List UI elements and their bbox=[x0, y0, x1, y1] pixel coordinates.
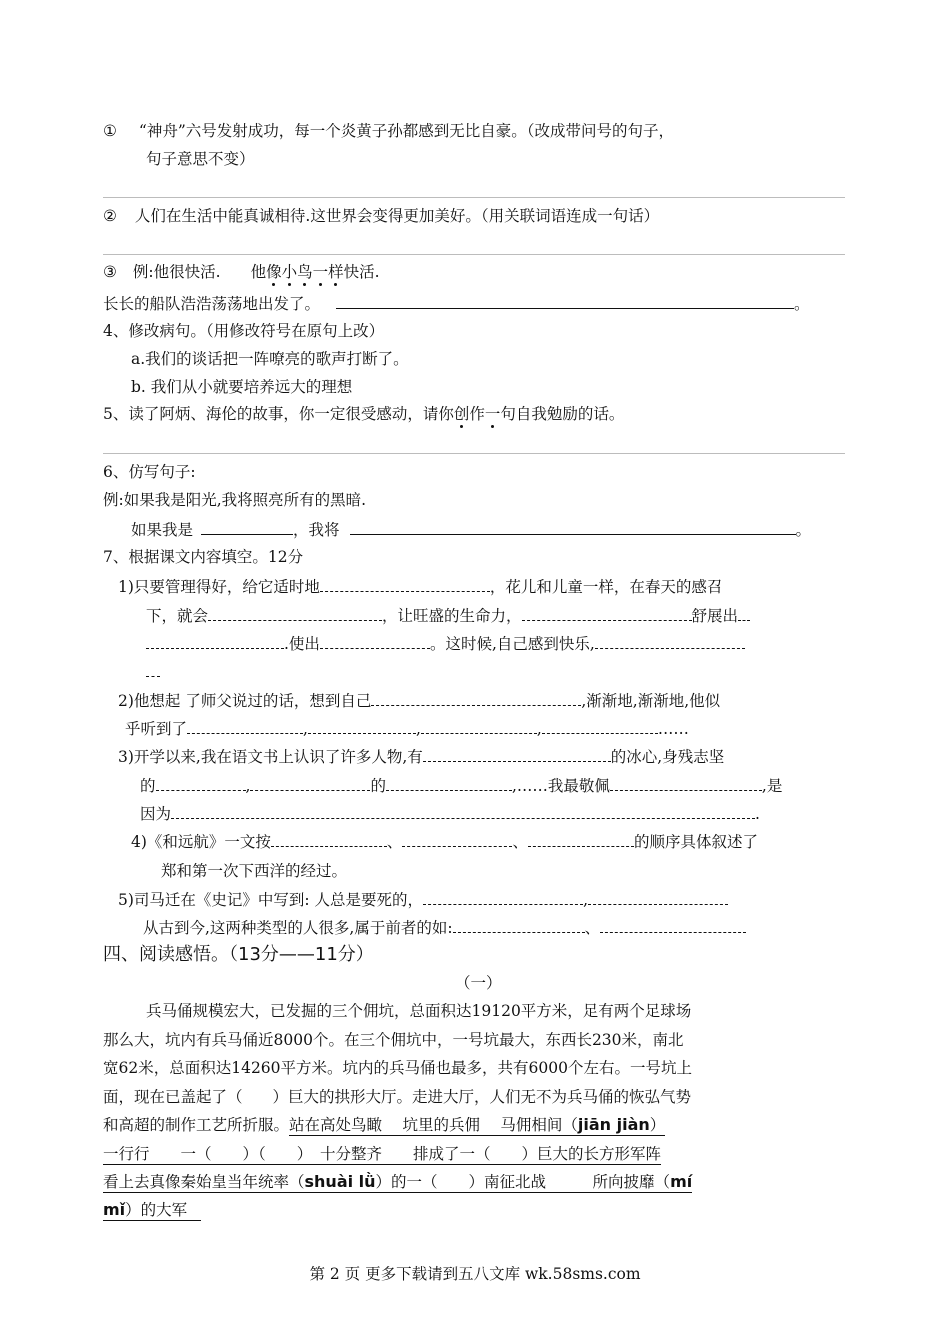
q7-part4-line2: 郑和第一次下西洋的经过。 bbox=[161, 862, 348, 880]
item-marker: ③ bbox=[103, 263, 117, 281]
q7-part2-line2: 乎听到了 , , , …… bbox=[125, 720, 689, 738]
pinyin-option[interactable]: mí bbox=[670, 1172, 693, 1191]
q5-title: 5、读了阿炳、海伦的故事，你一定很受感动，请你创作一句自我勉励的话。 bbox=[103, 405, 625, 423]
reading-paragraph-line bbox=[103, 1199, 201, 1221]
answer-line[interactable] bbox=[103, 197, 845, 198]
q4-title: 4、修改病句。（用修改符号在原句上改） bbox=[103, 322, 385, 340]
answer-blank[interactable] bbox=[201, 518, 293, 535]
q3-item1-continued: 句子意思不变） bbox=[146, 150, 255, 168]
fill-blank[interactable] bbox=[600, 918, 746, 933]
reading-paragraph-line: 宽62米，总面积达14260平方米。坑内的兵马俑也最多，共有6000个左右。一号坑上 bbox=[103, 1059, 692, 1077]
q6-example: 例:如果我是阳光,我将照亮所有的黑暗. bbox=[103, 491, 367, 509]
item-marker: ② bbox=[103, 207, 117, 225]
q7-part3-line2: 的 , 的 ,……我最敬佩 ,是 bbox=[140, 777, 783, 795]
reading-paragraph-line: 那么大，坑内有兵马俑近8000个。在三个佣坑中，一号坑最大，东西长230米，南北 bbox=[103, 1031, 684, 1049]
item-marker: ① bbox=[103, 122, 117, 140]
q7-part1-line2: 下，就会 ，让旺盛的生命力， 舒展出 bbox=[146, 605, 750, 627]
q3-item3: ③ 例:他很快活. 他像小鸟一样快活. bbox=[103, 263, 380, 281]
reading-paragraph-line: 兵马俑规模宏大，已发掘的三个佣坑，总面积达19120平方米，足有两个足球场 bbox=[146, 1002, 692, 1020]
fill-blank[interactable] bbox=[542, 719, 658, 734]
fill-blank[interactable] bbox=[187, 719, 303, 734]
fill-blank[interactable] bbox=[171, 804, 755, 819]
fill-blank[interactable] bbox=[588, 890, 728, 905]
fill-blank[interactable] bbox=[156, 776, 246, 791]
fill-blank[interactable] bbox=[522, 606, 692, 621]
pinyin-option[interactable]: mǐ bbox=[103, 1200, 126, 1219]
fill-blank[interactable] bbox=[271, 832, 387, 847]
q7-part3-line3: 因为 . bbox=[140, 805, 760, 823]
q7-part5-line2: 从古到今,这两种类型的人很多,属于前者的如: 、 bbox=[143, 917, 746, 939]
section-heading: 四、阅读感悟。（13分——11分） bbox=[103, 944, 374, 965]
underlined-passage: mǐ）的大军 bbox=[103, 1201, 201, 1221]
fill-blank[interactable] bbox=[610, 776, 762, 791]
answer-blank[interactable] bbox=[350, 518, 796, 535]
q3-item1-text: “神舟”六号发射成功，每一个炎黄子孙都感到无比自豪。（改成带问号的句子， bbox=[138, 122, 675, 140]
emphasis-dot-char: 像 bbox=[266, 263, 282, 281]
fill-blank[interactable] bbox=[320, 577, 490, 592]
q6-imitation: 如果我是 ，我将 。 bbox=[131, 518, 811, 541]
q7-part3-line1: 3)开学以来,我在语文书上认识了许多人物,有 的冰心,身残志坚 bbox=[118, 748, 725, 766]
q7-title: 7、根据课文内容填空。12分 bbox=[103, 548, 304, 566]
emphasis-dot-char: 鸟 bbox=[297, 263, 313, 281]
emphasis-dot-char: 样 bbox=[328, 263, 344, 281]
example-sentence: 例:他很快活. bbox=[132, 263, 221, 281]
emphasis-dot-char: 小 bbox=[281, 263, 298, 281]
fill-blank[interactable] bbox=[528, 832, 634, 847]
q7-part1-line4 bbox=[146, 661, 160, 683]
fill-blank[interactable] bbox=[423, 890, 583, 905]
fill-blank[interactable] bbox=[146, 634, 284, 649]
emphasis-dot-char: 一 bbox=[312, 263, 329, 281]
fill-blank[interactable] bbox=[738, 606, 750, 621]
q3-item2-text: 人们在生活中能真诚相待.这世界会变得更加美好。（用关联词语连成一句话） bbox=[134, 207, 660, 225]
q4-item-a: a.我们的谈话把一阵嘹亮的歌声打断了。 bbox=[131, 350, 409, 368]
fill-blank[interactable] bbox=[595, 634, 745, 649]
q3-item2 bbox=[103, 205, 659, 227]
subsection-title: （一） bbox=[455, 974, 502, 992]
page-footer: 第 2 页 更多下载请到五八文库 wk.58sms.com bbox=[309, 1265, 641, 1283]
fill-blank[interactable] bbox=[320, 634, 430, 649]
underlined-passage: 一行行 一（ ）（ ） 十分整齐 排成了一（ ）巨大的长方形军阵 bbox=[103, 1145, 662, 1163]
q7-part2-line1: 2)他想起 了师父说过的话，想到自己 ,渐渐地,渐渐地,他似 bbox=[118, 692, 721, 710]
fill-blank[interactable] bbox=[146, 662, 160, 677]
pinyin-option[interactable]: shuài lǜ bbox=[304, 1172, 376, 1191]
underlined-passage: 看上去真像秦始皇当年统率（shuài lǜ）的一（ ）南征北战 所向披靡（mí bbox=[103, 1172, 693, 1191]
fill-blank[interactable] bbox=[386, 776, 512, 791]
q7-part5-line1: 5)司马迁在《史记》中写到: 人总是要死的， , bbox=[118, 889, 728, 911]
q7-part4-line1: 4)《和远航》一文按 、 、 的顺序具体叙述了 bbox=[131, 833, 758, 851]
q4-item-b: b. 我们从小就要培养远大的理想 bbox=[131, 378, 353, 396]
answer-line[interactable] bbox=[103, 453, 845, 454]
pinyin-option[interactable]: jiān jiàn bbox=[577, 1115, 650, 1134]
fill-blank[interactable] bbox=[453, 918, 585, 933]
emphasis-dot-char: 创 bbox=[453, 405, 470, 423]
fill-blank[interactable] bbox=[423, 747, 611, 762]
reading-paragraph-line bbox=[103, 1143, 661, 1165]
q3-item1 bbox=[103, 120, 674, 142]
fill-blank[interactable] bbox=[308, 719, 416, 734]
q6-title: 6、仿写句子: bbox=[103, 463, 196, 481]
fill-blank[interactable] bbox=[250, 776, 370, 791]
q7-part1-line3: .使出 。这时候,自己感到快乐, bbox=[146, 633, 745, 655]
reading-paragraph-line: 面，现在已盖起了（ ）巨大的拱形大厅。走进大厅，人们无不为兵马俑的恢弘气势 bbox=[103, 1088, 692, 1106]
emphasis-dot-char: 一 bbox=[484, 405, 501, 423]
fill-blank[interactable] bbox=[421, 719, 537, 734]
answer-blank[interactable] bbox=[336, 292, 794, 309]
reading-paragraph-line bbox=[103, 1171, 692, 1193]
fill-blank[interactable] bbox=[402, 832, 512, 847]
fill-blank[interactable] bbox=[208, 606, 382, 621]
q3-item3-prompt: 长长的船队浩浩荡荡地出发了。 。 bbox=[103, 292, 810, 315]
reading-paragraph-line: 和高超的制作工艺所折服。站在高处鸟瞰 坑里的兵佣 马佣相间（jiān jiàn） bbox=[103, 1115, 666, 1134]
underlined-passage: 站在高处鸟瞰 坑里的兵佣 马佣相间（jiān jiàn） bbox=[289, 1115, 666, 1134]
answer-line[interactable] bbox=[103, 254, 845, 255]
q7-part1-line1: 1)只要管理得好，给它适时地 ，花儿和儿童一样，在春天的感召 bbox=[118, 578, 723, 596]
fill-blank[interactable] bbox=[371, 691, 581, 706]
